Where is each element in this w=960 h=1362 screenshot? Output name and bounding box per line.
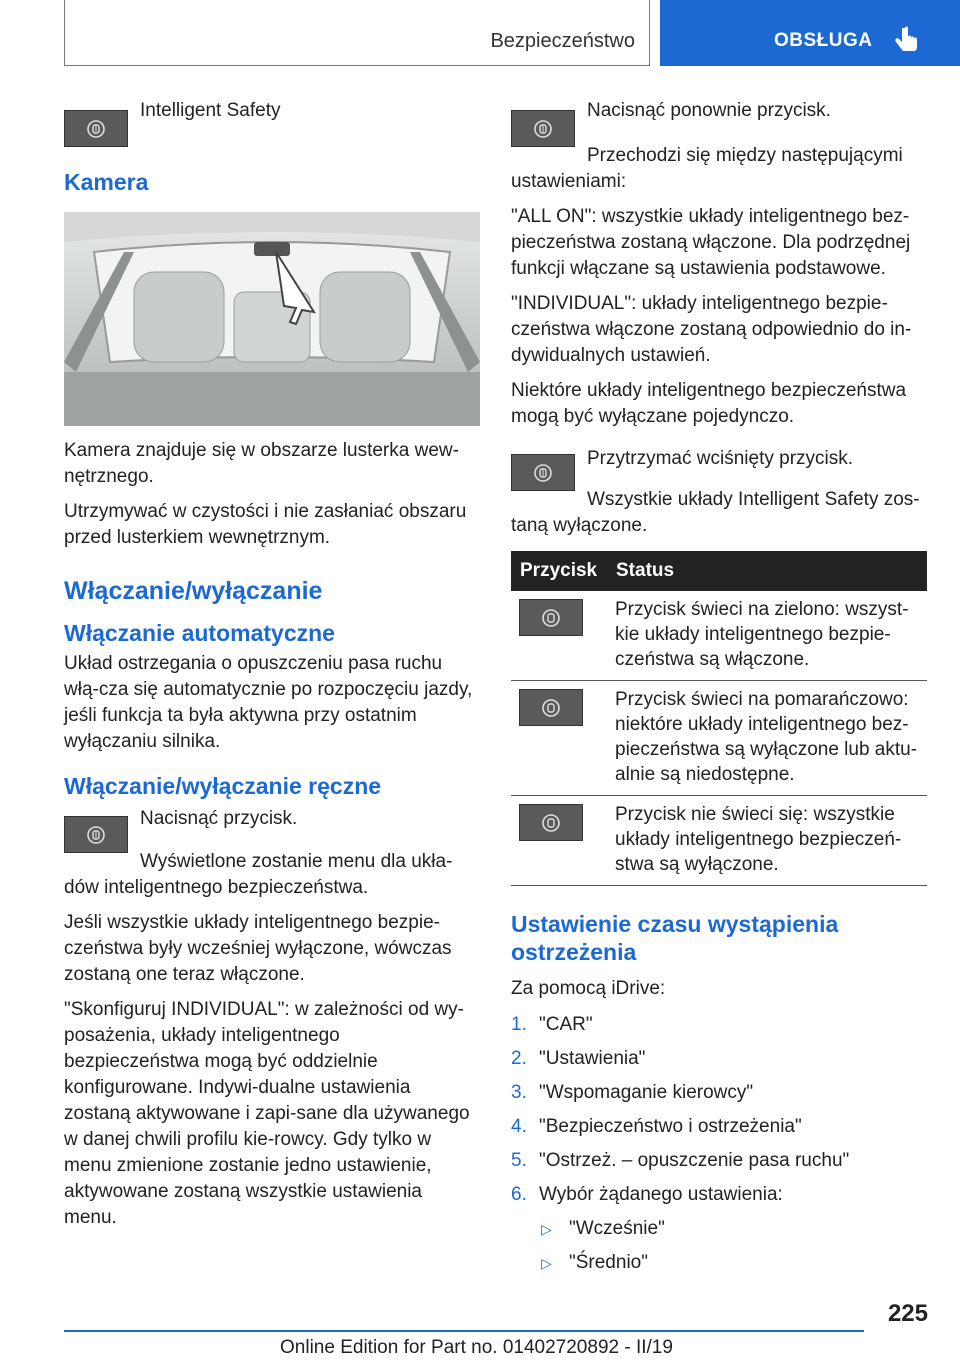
col-status: Status	[607, 551, 927, 591]
camera-photo	[64, 212, 480, 426]
hold-step	[511, 446, 927, 491]
safety-button-icon	[519, 689, 583, 726]
intro-label: Intelligent Safety	[140, 100, 281, 121]
onoff-heading: Włączanie/wyłączanie	[64, 577, 323, 605]
chapter-tab-label: OBSŁUGA	[774, 30, 873, 51]
hand-pointer-icon	[894, 26, 920, 56]
list-item: ▷ "Średnio"	[539, 1250, 927, 1276]
timing-intro: Za pomocą iDrive:	[511, 978, 666, 999]
cycle-text: Przechodzi się między następującymi ustawieniami:	[511, 145, 903, 192]
list-item: 3. "Wspomaganie kierowcy"	[511, 1082, 754, 1103]
manual-step	[64, 806, 480, 853]
camera-location-text: Kamera znajduje się w obszarze lusterka wew-nętrznego.	[64, 440, 459, 487]
auto-heading: Włączanie automatyczne	[64, 620, 335, 646]
auto-text: Układ ostrzegania o opuszczeniu pasa ruchu włą-cza się automatycznie po rozpoczęciu jazdy, jeśli funkcja ta była aktywna przy ostatnim wyłączaniu silnika.	[64, 653, 473, 752]
status-orange: Przycisk świeci na pomarańczowo: niektóre układy inteligentnego bez-pieczeństwa są wyłączone lub aktu-alnie są niedostępne.	[607, 681, 927, 796]
safety-button-icon	[519, 804, 583, 841]
press-again-text: Nacisnąć ponownie przycisk.	[587, 100, 831, 121]
steps-list	[511, 1012, 927, 1208]
col-button: Przycisk	[511, 551, 607, 591]
table-header-row	[511, 551, 927, 591]
manual-press-text: Nacisnąć przycisk.	[140, 808, 298, 829]
list-item: 5. "Ostrzeż. – opuszczenie pasa ruchu"	[511, 1150, 850, 1171]
status-green: Przycisk świeci na zielono: wszyst-kie układy inteligentnego bezpie-czeństwa są włączone.	[607, 591, 927, 681]
intelligent-safety-intro	[64, 98, 480, 147]
press-again-step	[511, 98, 927, 147]
page-number: 225	[887, 1300, 928, 1327]
safety-button-icon	[519, 599, 583, 636]
left-column	[64, 98, 480, 1240]
list-item: ▷ "Wcześnie"	[539, 1216, 927, 1242]
chapter-tab[interactable]	[660, 0, 960, 66]
all-off-text: Wszystkie układy Intelligent Safety zos-taną wyłączone.	[511, 489, 920, 536]
timing-heading: Ustawienie czasu wystąpienia ostrzeżenia	[511, 911, 839, 965]
status-table	[511, 551, 927, 886]
safety-button-icon	[511, 110, 575, 147]
safety-button-icon	[511, 454, 575, 491]
list-item: 4. "Bezpieczeństwo i ostrzeżenia"	[511, 1116, 802, 1137]
manual-individual-text: "Skonfiguruj INDIVIDUAL": w zależności od wy-posażenia, układy inteligentnego bezpieczeństwa mogą być oddzielnie konfigurowane. Indywi-dualne ustawienia zostaną aktywowane i zapi-sane dla używanego w danej chwili profilu kie-rowcy. Gdy tylko w menu zmienione zostanie jedno ustawienie, aktywowane zostaną wszystkie ustawienia menu.	[64, 999, 470, 1228]
footer-divider	[64, 1330, 864, 1332]
camera-clean-text: Utrzymywać w czystości i nie zasłaniać obszaru przed lusterkiem wewnętrznym.	[64, 501, 467, 548]
status-off: Przycisk nie świeci się: wszystkie układy inteligentnego bezpieczeń-stwa są wyłączone.	[607, 796, 927, 886]
list-item: 2. "Ustawienia"	[511, 1048, 646, 1069]
single-off-text: Niektóre układy inteligentnego bezpieczeństwa mogą być wyłączane pojedynczo.	[511, 380, 907, 427]
header-section-box	[64, 0, 650, 66]
table-row	[511, 796, 927, 886]
list-item: 1. "CAR"	[511, 1014, 593, 1035]
manual-enable-text: Jeśli wszystkie układy inteligentnego bezpie-czeństwa były wcześniej wyłączone, wówczas zostaną one teraz włączone.	[64, 912, 452, 985]
manual-heading: Włączanie/wyłączanie ręczne	[64, 773, 382, 799]
triangle-bullet-icon: ▷	[541, 1221, 552, 1237]
list-item: 6. Wybór żądanego ustawienia:	[511, 1184, 783, 1205]
section-title: Bezpieczeństwo	[490, 30, 635, 52]
all-on-text: "ALL ON": wszystkie układy inteligentnego bez-pieczeństwa zostaną włączone. Dla podrzędnej funkcji włączane są ustawienia podstawowe.	[511, 206, 911, 279]
edition-text: Online Edition for Part no. 01402720892 - II/19	[280, 1337, 673, 1358]
camera-heading: Kamera	[64, 169, 149, 195]
triangle-bullet-icon: ▷	[541, 1255, 552, 1271]
manual-menu-text: Wyświetlone zostanie menu dla ukła-dów inteligentnego bezpieczeństwa.	[64, 851, 453, 898]
safety-button-icon	[64, 110, 128, 147]
individual-text: "INDIVIDUAL": układy inteligentnego bezpie-czeństwa włączone zostaną odpowiednio do in-dywidualnych ustawień.	[511, 293, 912, 366]
table-row	[511, 681, 927, 796]
hold-text: Przytrzymać wciśnięty przycisk.	[587, 448, 854, 469]
right-column	[511, 98, 927, 1284]
safety-button-icon	[64, 816, 128, 853]
table-row	[511, 591, 927, 681]
option-list	[539, 1216, 927, 1276]
